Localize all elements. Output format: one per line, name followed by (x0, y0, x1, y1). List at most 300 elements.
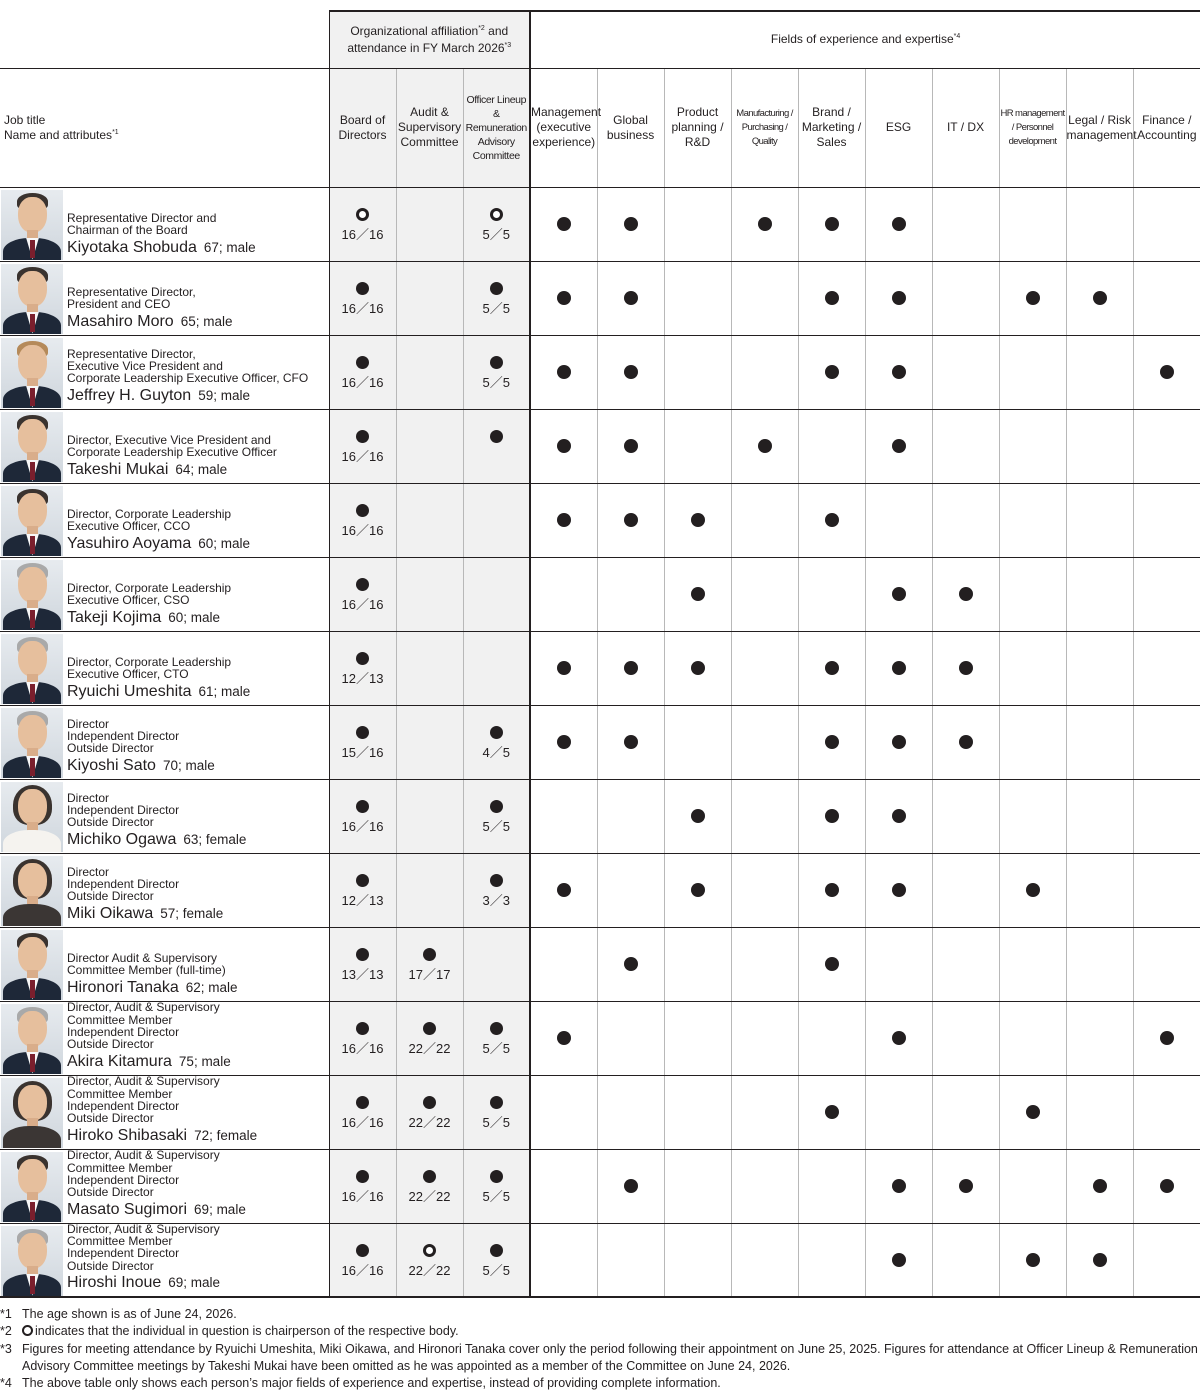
mark-wrap (330, 1094, 396, 1109)
field-cell-8 (1066, 927, 1133, 1001)
field-cell-8 (1066, 261, 1133, 335)
field-cell-8 (1066, 705, 1133, 779)
field-cell-0 (530, 631, 597, 705)
member-dot-icon (423, 1096, 436, 1109)
field-cell-9 (1133, 853, 1200, 927)
org-column-header-2 (463, 68, 530, 187)
field-cell-3 (731, 1149, 798, 1223)
field-cell-7 (999, 1149, 1066, 1223)
field-cell-5 (865, 927, 932, 1001)
expertise-dot-icon (892, 365, 906, 379)
field-column-header-line: Finance / (1142, 112, 1192, 127)
org-board-cell (329, 705, 396, 779)
expertise-dot-icon (959, 1179, 973, 1193)
portrait-face (18, 1011, 47, 1047)
portrait-face (18, 1085, 47, 1121)
org-audit-cell (396, 631, 463, 705)
person-info (67, 286, 232, 332)
field-cell-7 (999, 853, 1066, 927)
org-officer-cell (463, 1001, 530, 1075)
org-affiliation-header: Organizational affiliation$^{*2}$ and attendance in FY March 2026$^{*3}$ (329, 11, 530, 68)
portrait-photo (1, 1226, 63, 1296)
portrait-photo (1, 1078, 63, 1148)
attendance-value: 5／5 (482, 1115, 510, 1130)
expertise-dot-icon (758, 439, 772, 453)
field-cell-5 (865, 1001, 932, 1075)
expertise-dot-icon (892, 217, 906, 231)
member-dot-icon (356, 504, 369, 517)
field-cell-4 (798, 483, 865, 557)
org-column-header-1 (396, 68, 463, 187)
field-column-header-8 (1066, 68, 1137, 187)
person-name-line (67, 1126, 257, 1146)
person-name: Yasuhiro Aoyama (67, 534, 192, 552)
mark-wrap (330, 502, 396, 517)
field-column-header-line: management (1066, 127, 1137, 142)
field-cell-1 (597, 335, 664, 409)
expertise-dot-icon (557, 439, 571, 453)
org-officer-cell (463, 483, 530, 557)
field-cell-9 (1133, 1075, 1200, 1149)
person-row (0, 187, 1200, 261)
field-cell-5 (865, 187, 932, 261)
person-info (67, 1075, 257, 1145)
person-row (0, 1223, 1200, 1297)
expertise-dot-icon (825, 513, 839, 527)
field-column-header-line: planning / (671, 120, 724, 134)
person-name-line (67, 608, 231, 628)
field-cell-6 (932, 631, 999, 705)
field-cell-9 (1133, 409, 1200, 483)
header-group-row (0, 11, 1200, 68)
expertise-dot-icon (624, 735, 638, 749)
attendance-value: 22／22 (408, 1189, 451, 1204)
field-cell-4 (798, 631, 865, 705)
field-cell-8 (1066, 1149, 1133, 1223)
org-column-header-0 (329, 68, 396, 187)
field-cell-6 (932, 1149, 999, 1223)
job-title-line: Committee Member (67, 1234, 173, 1249)
footnote (0, 1375, 1200, 1392)
field-cell-3 (731, 927, 798, 1001)
expertise-dot-icon (557, 735, 571, 749)
person-row (0, 705, 1200, 779)
org-officer-cell (463, 927, 530, 1001)
expertise-dot-icon (1026, 1253, 1040, 1267)
attendance-value: 4／5 (482, 745, 510, 760)
field-cell-1 (597, 1149, 664, 1223)
portrait-face (18, 493, 47, 529)
field-cell-9 (1133, 1223, 1200, 1297)
portrait-face (18, 271, 47, 307)
member-dot-icon (356, 948, 369, 961)
expertise-dot-icon (624, 513, 638, 527)
attendance-value: 17／17 (408, 967, 451, 982)
field-cell-8 (1066, 557, 1133, 631)
person-attributes: 63; female (183, 831, 247, 847)
field-column-header-line: Legal / Risk (1068, 112, 1131, 127)
org-audit-cell (396, 261, 463, 335)
person-cell (0, 631, 329, 705)
member-dot-icon (490, 1022, 503, 1035)
portrait-tie (30, 1276, 35, 1294)
job-title-line: Director, Audit & Supervisory (67, 1000, 220, 1015)
expertise-dot-icon (1093, 1253, 1107, 1267)
org-board-cell (329, 1223, 396, 1297)
field-cell-3 (731, 261, 798, 335)
field-cell-5 (865, 335, 932, 409)
mark-wrap (464, 1094, 530, 1109)
field-cell-1 (597, 631, 664, 705)
field-cell-6 (932, 409, 999, 483)
person-info (67, 508, 250, 554)
job-title-line: Director (67, 716, 110, 731)
person-name: Masahiro Moro (67, 312, 174, 330)
org-audit-cell (396, 1223, 463, 1297)
expertise-dot-icon (1160, 1179, 1174, 1193)
mark-wrap (464, 428, 530, 443)
org-column-header-line: Committee (472, 149, 520, 162)
attendance-value: 5／5 (482, 1262, 510, 1278)
expertise-dot-icon (1026, 291, 1040, 305)
field-cell-9 (1133, 779, 1200, 853)
field-column-header-line: / Personnel (1011, 121, 1054, 133)
person-name-line (67, 830, 246, 850)
expertise-dot-icon (892, 735, 906, 749)
org-officer-cell (463, 409, 530, 483)
person-row (0, 1075, 1200, 1149)
mark-wrap (464, 280, 530, 295)
field-cell-3 (731, 1223, 798, 1297)
field-cell-4 (798, 557, 865, 631)
field-cell-7 (999, 483, 1066, 557)
job-title-line: Independent Director (67, 876, 180, 891)
job-title-line: Committee Member (67, 1012, 173, 1027)
org-audit-cell (396, 705, 463, 779)
field-column-header-1 (597, 68, 664, 187)
field-cell-5 (865, 483, 932, 557)
mark-wrap (464, 798, 530, 813)
expertise-dot-icon (691, 587, 705, 601)
person-attributes: 62; male (185, 979, 238, 995)
expertise-dot-icon (825, 1105, 839, 1119)
job-title-line: Chairman of the Board (67, 223, 188, 238)
person-name-line (67, 1052, 231, 1072)
person-name-line (67, 682, 250, 702)
field-column-header-0 (530, 68, 602, 187)
expertise-dot-icon (825, 735, 839, 749)
field-cell-4 (798, 705, 865, 779)
field-cell-9 (1133, 187, 1200, 261)
footnote-text: The age shown is as of June 24, 2026. (22, 1307, 237, 1321)
mark-wrap (330, 798, 396, 813)
person-cell (0, 705, 329, 779)
job-title-line: Committee Member (67, 1086, 173, 1101)
field-cell-6 (932, 335, 999, 409)
person-attributes: 57; female (160, 905, 224, 921)
member-dot-icon (356, 282, 369, 295)
member-dot-icon (490, 1170, 503, 1183)
job-title-line: Corporate Leadership Executive Officer (67, 445, 277, 460)
mark-wrap (330, 428, 396, 443)
field-cell-2 (664, 1075, 731, 1149)
attendance-value: 16／16 (341, 227, 384, 242)
person-name: Jeffrey H. Guyton (67, 386, 192, 404)
person-cell (0, 927, 329, 1001)
attendance-value: 5／5 (482, 375, 510, 390)
field-column-header-line: Management (531, 105, 602, 119)
footnote-marker: *1 (0, 1307, 12, 1321)
person-info (67, 718, 215, 776)
field-cell-2 (664, 927, 731, 1001)
mark-wrap (330, 1168, 396, 1183)
field-cell-7 (999, 335, 1066, 409)
person-attributes: 60; male (198, 535, 250, 551)
mark-wrap (397, 946, 463, 961)
field-cell-6 (932, 779, 999, 853)
member-dot-icon (490, 1244, 503, 1257)
org-audit-cell (396, 409, 463, 483)
org-audit-cell (396, 853, 463, 927)
person-info (67, 212, 256, 258)
job-title-line: Outside Director (67, 889, 154, 904)
attendance-value: 12／13 (341, 671, 384, 686)
field-cell-3 (731, 705, 798, 779)
expertise-dot-icon (892, 291, 906, 305)
expertise-dot-icon (892, 439, 906, 453)
field-cell-8 (1066, 483, 1133, 557)
org-board-cell (329, 187, 396, 261)
portrait-face (18, 789, 47, 825)
portrait-photo (1, 634, 63, 704)
person-name: Hiroshi Inoue (67, 1274, 162, 1291)
field-column-header-2 (664, 68, 731, 187)
field-cell-6 (932, 705, 999, 779)
field-column-header-3 (731, 68, 798, 187)
field-cell-5 (865, 705, 932, 779)
attendance-value: 16／16 (341, 1041, 384, 1056)
field-column-header-line: (executive (536, 120, 592, 134)
org-officer-cell (463, 261, 530, 335)
org-column-header-line: Officer Lineup & (466, 93, 527, 120)
job-title-line: Director, Audit & Supervisory (67, 1148, 220, 1163)
person-attributes: 64; male (175, 461, 228, 477)
job-title-line: Representative Director, (67, 346, 196, 361)
person-info (67, 866, 223, 924)
job-title-line: President and CEO (67, 297, 171, 312)
attendance-value: 5／5 (482, 1041, 510, 1056)
expertise-dot-icon (892, 809, 906, 823)
field-column-header-line: Accounting (1137, 127, 1197, 142)
person-cell (0, 779, 329, 853)
field-cell-9 (1133, 557, 1200, 631)
member-dot-icon (490, 356, 503, 369)
person-row (0, 1001, 1200, 1075)
portrait-face (18, 1233, 47, 1269)
field-cell-2 (664, 1001, 731, 1075)
person-row (0, 779, 1200, 853)
field-cell-1 (597, 705, 664, 779)
person-info (67, 792, 246, 850)
portrait-photo (1, 1152, 63, 1222)
member-dot-icon (356, 1244, 369, 1257)
org-column-header-line: Advisory (477, 135, 515, 148)
person-row (0, 335, 1200, 409)
org-officer-cell (463, 631, 530, 705)
field-column-header-9 (1133, 68, 1200, 187)
field-cell-4 (798, 187, 865, 261)
field-cell-0 (530, 927, 597, 1001)
expertise-dot-icon (825, 957, 839, 971)
mark-wrap (330, 1242, 396, 1257)
field-cell-7 (999, 927, 1066, 1001)
person-name: Hiroko Shibasaki (67, 1126, 188, 1144)
job-title-line: Representative Director, (67, 284, 196, 299)
job-title-line: Director, Corporate Leadership (67, 580, 232, 595)
org-audit-cell (396, 927, 463, 1001)
expertise-dot-icon (825, 217, 839, 231)
field-cell-1 (597, 187, 664, 261)
portrait-tie (30, 1202, 35, 1220)
field-cell-6 (932, 1001, 999, 1075)
person-row (0, 1149, 1200, 1223)
portrait-photo (1, 190, 63, 260)
field-column-header-line: R&D (684, 135, 711, 149)
portrait-tie (30, 536, 35, 554)
person-name: Michiko Ogawa (67, 830, 177, 848)
field-cell-2 (664, 261, 731, 335)
org-audit-cell (396, 187, 463, 261)
field-cell-9 (1133, 1149, 1200, 1223)
field-cell-5 (865, 853, 932, 927)
org-board-cell (329, 557, 396, 631)
person-name-line (67, 1200, 246, 1220)
field-column-header-line: HR management (1000, 107, 1065, 119)
field-cell-4 (798, 927, 865, 1001)
person-name-line (67, 534, 250, 554)
portrait-photo (1, 782, 63, 852)
job-title-line: Executive Officer, CCO (67, 519, 191, 534)
field-cell-6 (932, 261, 999, 335)
portrait-tie (30, 388, 35, 406)
person-info (67, 1149, 246, 1219)
org-audit-cell (396, 335, 463, 409)
field-cell-8 (1066, 409, 1133, 483)
field-cell-3 (731, 335, 798, 409)
job-title-line: Corporate Leadership Executive Officer, CFO (67, 371, 309, 386)
attendance-value: 16／16 (341, 375, 384, 390)
field-cell-4 (798, 1001, 865, 1075)
mark-wrap (464, 1168, 530, 1183)
field-cell-2 (664, 1149, 731, 1223)
field-cell-2 (664, 409, 731, 483)
expertise-dot-icon (892, 1179, 906, 1193)
attendance-value: 16／16 (341, 1115, 384, 1130)
expertise-dot-icon (1093, 291, 1107, 305)
field-column-header-line: Product (676, 105, 719, 119)
expertise-dot-icon (1093, 1179, 1107, 1193)
person-cell (0, 261, 329, 335)
field-cell-5 (865, 409, 932, 483)
field-cell-3 (731, 1001, 798, 1075)
attendance-value: 16／16 (341, 523, 384, 538)
member-dot-icon (423, 948, 436, 961)
field-cell-7 (999, 187, 1066, 261)
person-name: Hironori Tanaka (67, 978, 179, 996)
field-cell-4 (798, 1223, 865, 1297)
attendance-value: 5／5 (482, 301, 510, 316)
person-row (0, 853, 1200, 927)
field-column-header-line: business (606, 127, 655, 142)
field-cell-2 (664, 335, 731, 409)
job-title-line: Independent Director (67, 1246, 180, 1261)
field-cell-7 (999, 1001, 1066, 1075)
field-cell-4 (798, 853, 865, 927)
field-cell-3 (731, 483, 798, 557)
expertise-dot-icon (892, 1253, 906, 1267)
attendance-value: 22／22 (408, 1262, 451, 1278)
org-officer-cell (463, 853, 530, 927)
person-name: Masato Sugimori (67, 1200, 188, 1218)
field-cell-1 (597, 409, 664, 483)
field-cell-0 (530, 705, 597, 779)
field-cell-9 (1133, 705, 1200, 779)
mark-wrap (464, 206, 530, 221)
person-info (67, 582, 231, 628)
person-info (67, 434, 277, 480)
mark-wrap (330, 946, 396, 961)
field-column-header-line: Manufacturing / (736, 107, 793, 119)
field-column-header-5 (865, 68, 932, 187)
field-cell-8 (1066, 335, 1133, 409)
field-cell-7 (999, 409, 1066, 483)
field-cell-0 (530, 557, 597, 631)
portrait-face (18, 715, 47, 751)
field-cell-3 (731, 631, 798, 705)
person-name-line (67, 312, 232, 332)
org-board-cell (329, 483, 396, 557)
portrait-tie (30, 980, 35, 998)
org-board-cell (329, 1001, 396, 1075)
expertise-dot-icon (624, 217, 638, 231)
org-officer-cell (463, 705, 530, 779)
person-attributes: 60; male (168, 609, 221, 625)
mark-wrap (464, 354, 530, 369)
person-cell (0, 1223, 329, 1297)
attendance-value: 12／13 (341, 893, 384, 908)
mark-wrap (464, 1020, 530, 1035)
portrait-clothing (3, 904, 61, 926)
person-name-line (67, 238, 256, 258)
field-cell-1 (597, 1223, 664, 1297)
person-cell (0, 1149, 329, 1223)
expertise-dot-icon (825, 809, 839, 823)
org-column-header-line: Remuneration (465, 121, 527, 134)
mark-wrap (464, 1242, 530, 1257)
person-name: Kiyotaka Shobuda (67, 238, 197, 256)
person-row (0, 261, 1200, 335)
field-cell-7 (999, 705, 1066, 779)
column-header-row (0, 68, 1200, 187)
person-info (67, 1223, 220, 1293)
attendance-value: 16／16 (341, 819, 384, 834)
expertise-dot-icon (959, 587, 973, 601)
field-cell-9 (1133, 631, 1200, 705)
person-cell (0, 187, 329, 261)
portrait-photo (1, 856, 63, 926)
footnote-marker: *4 (0, 1376, 12, 1391)
job-title-line: Executive Officer, CSO (67, 593, 190, 608)
